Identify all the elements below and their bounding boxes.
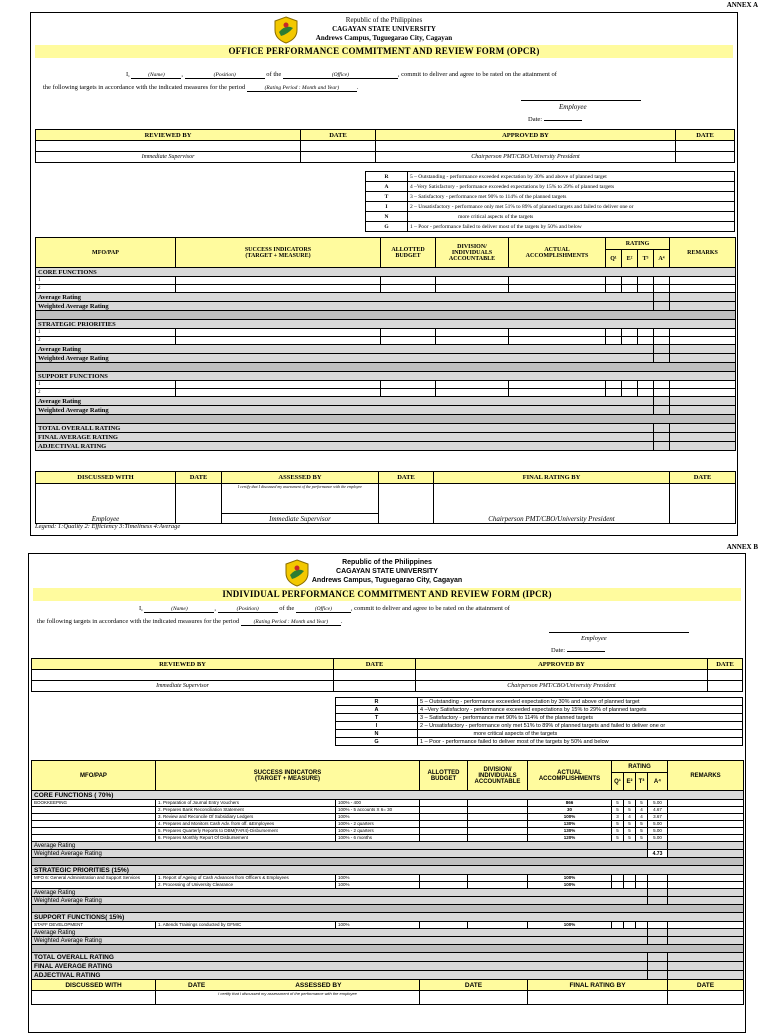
actual-cell: 100% (528, 875, 612, 882)
supervisor-label: Immediate Supervisor (36, 152, 301, 163)
col-division: DIVISION/ INDIVIDUALS ACCOUNTABLE (436, 238, 509, 268)
table-row (32, 807, 744, 814)
scale-desc: 5 – Outstanding - performance exceeded expectation by 30% and above of planned target (408, 172, 735, 182)
section-support: SUPPORT FUNCTIONS( 15%) (32, 913, 744, 922)
scale-letter: G (336, 738, 418, 746)
target-text: 100% (338, 922, 350, 927)
date-cell[interactable] (301, 141, 376, 152)
e-cell: 5 (624, 800, 636, 807)
avg-rating-label: Average Rating (36, 397, 654, 406)
rating-scale (335, 697, 743, 746)
a-cell: 5.00 (648, 835, 668, 842)
employee-sign: Employee (36, 484, 176, 524)
rating-scale (365, 171, 735, 232)
avg-rating-label: Average Rating (32, 842, 648, 850)
assessed-by-header: ASSESSED BY (222, 472, 379, 484)
wavg-rating-label: Weighted Average Rating (32, 937, 648, 945)
table-row: 1 (36, 277, 176, 285)
indicator-cell (156, 814, 420, 821)
indicator-text: 4. Prepares and Monitors Cash Adv. from off. &Employees (156, 821, 336, 827)
col-a: A⁴ (654, 250, 670, 268)
scale-letter: R (366, 172, 408, 182)
annex-a-label: ANNEX A (726, 1, 758, 9)
core-weighted-value: 4.73 (648, 850, 668, 858)
indicator-text: 2. Prepares Bank Reconciliation Statement (156, 807, 336, 813)
remarks-cell (668, 814, 744, 821)
date-cell[interactable] (676, 141, 735, 152)
indicator-text: 6. Prepares Monthly Report Of Disbursement (156, 835, 336, 841)
wavg-rating-label: Weighted Average Rating (36, 354, 654, 363)
table-row (32, 821, 744, 828)
mfo-cell (32, 807, 156, 814)
assessment-table (35, 471, 736, 524)
table-row (32, 828, 744, 835)
republic-text: Republic of the Philippines (342, 559, 432, 566)
date-header: DATE (176, 472, 222, 484)
certify-text: I certify that I discussed my assessment of the performance with the employee (222, 484, 379, 514)
q-cell (612, 882, 624, 889)
actual-cell: 866 (528, 800, 612, 807)
budget-cell (420, 835, 468, 842)
mfo-cell (32, 835, 156, 842)
supervisor-label: Immediate Supervisor (32, 681, 334, 692)
university-seal-icon (284, 559, 310, 587)
budget-cell (420, 875, 468, 882)
employee-label: Employee (581, 635, 607, 642)
remarks-cell (668, 875, 744, 882)
scale-desc: more critical aspects of the targets (408, 212, 735, 222)
indicator-text: 1. Report of Ageing of Cash Advances from Officers & Employees (156, 875, 336, 881)
section-core: CORE FUNCTIONS (36, 268, 736, 277)
section-strategic: STRATEGIC PRIORITIES (36, 320, 736, 329)
indicator-cell (156, 882, 420, 889)
col-mfo: MFO/PAP (32, 761, 156, 791)
targets-line: the following targets in accordance with the indicated measures for the period (Rating Period : Month and Year) . (43, 84, 359, 91)
indicator-cell (156, 821, 420, 828)
scale-desc: 4 –Very Satisfactory - performance exceeded expectations by 15% to 29% of planned targets (408, 182, 735, 192)
budget-cell (420, 814, 468, 821)
wavg-rating-label: Weighted Average Rating (36, 302, 654, 311)
e-cell (624, 875, 636, 882)
ipcr-form (28, 553, 746, 1033)
assessed-row-header: DATE ASSESSED BY (156, 980, 420, 991)
avg-rating-label: Average Rating (36, 345, 654, 354)
division-cell (468, 814, 528, 821)
section-core: CORE FUNCTIONS ( 70%) (32, 791, 744, 800)
approved-by-cell[interactable] (376, 141, 676, 152)
target-text: 100% (338, 882, 350, 887)
avg-rating-label: Average Rating (32, 929, 648, 937)
mfo-cell: MFO 6: General Administration and Support Services (32, 875, 156, 882)
q-cell: 3 (612, 814, 624, 821)
discussed-with-header: DISCUSSED WITH (32, 980, 156, 991)
budget-cell (420, 821, 468, 828)
ipcr-main-table (31, 760, 744, 1005)
t-cell (636, 875, 648, 882)
e-cell (624, 882, 636, 889)
scale-letter: N (336, 730, 418, 738)
chairperson-label: Chairperson PMT/CBO/University President (376, 152, 676, 163)
t-cell: 5 (636, 800, 648, 807)
reviewed-by-header: REVIEWED BY (36, 130, 301, 141)
approved-by-header: APPROVED BY (376, 130, 676, 141)
q-cell (612, 875, 624, 882)
actual-cell: 100% (528, 814, 612, 821)
actual-cell: 100% (528, 882, 612, 889)
budget-cell (420, 807, 468, 814)
date-header: DATE (668, 980, 744, 991)
opcr-main-table (35, 237, 736, 451)
chairperson-label: Chairperson PMT/CBO/University President (416, 681, 708, 692)
period-field[interactable]: (Rating Period : Month and Year) (247, 85, 357, 92)
col-q: Q¹ (612, 773, 624, 791)
a-cell: 5.00 (648, 800, 668, 807)
university-name: CAGAYAN STATE UNIVERSITY (336, 568, 438, 575)
a-cell: 5.00 (648, 828, 668, 835)
approved-by-cell[interactable] (416, 670, 708, 681)
table-row (32, 800, 744, 807)
office-field[interactable]: (Office) (283, 72, 398, 79)
target-text: 100% - 2 quarters (338, 828, 374, 833)
university-seal-icon (273, 16, 299, 44)
chairperson-sign: Chairperson PMT/CBO/University President (434, 484, 670, 524)
a-cell (648, 922, 668, 929)
indicator-cell (156, 922, 420, 929)
review-table (35, 129, 735, 163)
date-header: DATE (301, 130, 376, 141)
remarks-cell (668, 828, 744, 835)
col-e: E² (624, 773, 636, 791)
actual-cell: 120% (528, 835, 612, 842)
remarks-cell (668, 922, 744, 929)
q-cell: 5 (612, 828, 624, 835)
name-field[interactable]: (Name) (131, 72, 181, 79)
reviewed-by-cell[interactable] (36, 141, 301, 152)
scale-desc: more critical aspects of the targets (418, 730, 743, 738)
division-cell (468, 807, 528, 814)
scale-letter: A (336, 706, 418, 714)
legend: Legend: 1:Quality 2: Efficiency 3:Timeliness 4:Average (35, 523, 181, 530)
division-cell (468, 882, 528, 889)
scale-letter: N (366, 212, 408, 222)
target-text: 100% - 5 accounts X 6= 30 (338, 807, 393, 812)
mfo-cell (32, 882, 156, 889)
table-row: 2 (36, 285, 176, 293)
discussed-with-header: DISCUSSED WITH (36, 472, 176, 484)
q-cell (612, 922, 624, 929)
scale-letter: T (366, 192, 408, 202)
scale-desc: 2 – Unsatisfactory - performance only met 51% to 89% of planned targets and failed to deliver one or (418, 722, 743, 730)
targets-line: the following targets in accordance with the indicated measures for the period (Rating Period : Month and Year) . (37, 618, 343, 625)
final-average-label: FINAL AVERAGE RATING (36, 433, 654, 442)
division-cell (468, 821, 528, 828)
section-support: SUPPORT FUNCTIONS (36, 372, 736, 381)
a-cell (648, 882, 668, 889)
table-row: 1 (36, 381, 176, 389)
e-cell: 5 (624, 828, 636, 835)
date-header: DATE (670, 472, 736, 484)
a-cell: 5.00 (648, 821, 668, 828)
wavg-rating-label: Weighted Average Rating (36, 406, 654, 415)
division-cell (468, 828, 528, 835)
employee-label: Employee (559, 103, 587, 111)
budget-cell (420, 882, 468, 889)
a-cell: 4.67 (648, 807, 668, 814)
indicator-cell (156, 875, 420, 882)
q-cell: 5 (612, 800, 624, 807)
division-cell (468, 835, 528, 842)
mfo-cell (32, 821, 156, 828)
col-success: SUCCESS INDICATORS (TARGET + MEASURE) (176, 238, 381, 268)
t-cell (636, 922, 648, 929)
t-cell: 4 (636, 814, 648, 821)
table-row: 2 (36, 389, 176, 397)
col-budget: ALLOTTED BUDGET (420, 761, 468, 791)
remarks-cell (668, 835, 744, 842)
mfo-cell (32, 814, 156, 821)
period-field[interactable]: (Rating Period : Month and Year) (241, 619, 341, 626)
approved-by-header: APPROVED BY (416, 659, 708, 670)
mfo-cell: BOOKKEEPING (32, 800, 156, 807)
col-rating: RATING (612, 761, 668, 773)
remarks-cell (668, 800, 744, 807)
indicator-text: 1. Preparation of Journal Entry Vouchers (156, 800, 336, 806)
col-t: T³ (636, 773, 648, 791)
scale-letter: T (336, 714, 418, 722)
reviewed-by-header: REVIEWED BY (32, 659, 334, 670)
e-cell: 4 (624, 814, 636, 821)
division-cell (468, 922, 528, 929)
actual-cell: 130% (528, 821, 612, 828)
col-remarks: REMARKS (670, 238, 736, 268)
col-rating: RATING (606, 238, 670, 250)
e-cell: 5 (624, 807, 636, 814)
scale-desc: 3 – Satisfactory - performance met 90% to 114% of the planned targets (418, 714, 743, 722)
total-overall-label: TOTAL OVERALL RATING (32, 953, 648, 962)
date-header: DATE (334, 659, 416, 670)
scale-desc: 3 – Satisfactory - performance met 90% to 114% of the planned targets (408, 192, 735, 202)
a-cell: 3.67 (648, 814, 668, 821)
target-text: 100% (338, 875, 350, 880)
col-t: T³ (638, 250, 654, 268)
indicator-text: 1. Attends Trainings conducted by GFMIC (156, 922, 336, 928)
office-field[interactable]: (Office) (296, 606, 351, 613)
avg-rating-label: Average Rating (36, 293, 654, 302)
employee-signature-line (521, 97, 641, 101)
section-strategic: STRATEGIC PRIORITIES (15%) (32, 866, 744, 875)
t-cell: 5 (636, 835, 648, 842)
col-e: E² (622, 250, 638, 268)
date-line: Date: (528, 116, 582, 123)
a-cell (648, 875, 668, 882)
annex-b-label: ANNEX B (726, 543, 758, 551)
e-cell (624, 922, 636, 929)
scale-letter: I (366, 202, 408, 212)
reviewed-by-cell[interactable] (32, 670, 334, 681)
col-actual: ACTUAL ACCOMPLISHMENTS (509, 238, 606, 268)
target-text: 100% (338, 814, 350, 819)
e-cell: 5 (624, 835, 636, 842)
opcr-form (30, 12, 738, 536)
actual-cell: 130% (528, 828, 612, 835)
mfo-cell: STAFF DEVELOPMENT (32, 922, 156, 929)
final-rating-by-header: FINAL RATING BY (434, 472, 670, 484)
position-field[interactable]: (Position) (185, 72, 265, 79)
q-cell: 5 (612, 821, 624, 828)
indicator-cell (156, 807, 420, 814)
t-cell: 5 (636, 821, 648, 828)
t-cell: 5 (636, 828, 648, 835)
col-a: A⁴ (648, 773, 668, 791)
indicator-text: 3. Review and Reconcile Of Subsidiary Ledgers (156, 814, 336, 820)
table-row (32, 875, 744, 882)
q-cell: 5 (612, 835, 624, 842)
ipcr-title: INDIVIDUAL PERFORMANCE COMMITMENT AND REVIEW FORM (IPCR) (33, 588, 741, 601)
scale-letter: A (366, 182, 408, 192)
adjectival-label: ADJECTIVAL RATING (32, 971, 648, 980)
remarks-cell (668, 821, 744, 828)
scale-desc: 1 – Poor - performance failed to deliver most of the targets by 50% and below (408, 222, 735, 232)
final-average-label: FINAL AVERAGE RATING (32, 962, 648, 971)
indicator-cell (156, 800, 420, 807)
table-row (32, 922, 744, 929)
budget-cell (420, 922, 468, 929)
table-row: 1 (36, 329, 176, 337)
supervisor-sign: Immediate Supervisor (222, 514, 379, 524)
campus-text: Andrews Campus, Tuguegarao City, Cagayan (311, 577, 463, 584)
final-rating-by-header: FINAL RATING BY (528, 980, 668, 991)
date-cell[interactable] (334, 670, 416, 681)
scale-desc: 2 – Unsatisfactory - performance only met 51% to 89% of planned targets and failed to deliver one or (408, 202, 735, 212)
col-remarks: REMARKS (668, 761, 744, 791)
table-row: 2 (36, 337, 176, 345)
indicator-cell (156, 828, 420, 835)
commit-line: I, (Name) , (Position) of the (Office) , commit to deliver and agree to be rated on the attainment of (139, 605, 510, 612)
col-mfo: MFO/PAP (36, 238, 176, 268)
actual-cell: 30 (528, 807, 612, 814)
t-cell: 4 (636, 807, 648, 814)
avg-rating-label: Average Rating (32, 889, 648, 897)
republic-text: Republic of the Philippines (345, 16, 423, 24)
employee-signature-line (549, 629, 689, 633)
date-header: DATE (379, 472, 434, 484)
col-success: SUCCESS INDICATORS (TARGET + MEASURE) (156, 761, 420, 791)
table-row (32, 882, 744, 889)
target-text: 100% - 2 quarters (338, 821, 374, 826)
col-actual: ACTUAL ACCOMPLISHMENTS (528, 761, 612, 791)
position-field[interactable]: (Position) (218, 606, 278, 613)
date-line: Date: (551, 647, 605, 654)
campus-text: Andrews Campus, Tuguegarao City, Cagayan (315, 34, 453, 42)
scale-desc: 1 – Poor - performance failed to deliver most of the targets by 50% and below (418, 738, 743, 746)
budget-cell (420, 828, 468, 835)
col-division: DIVISION/ INDIVIDUALS ACCOUNTABLE (468, 761, 528, 791)
name-field[interactable]: (Name) (144, 606, 214, 613)
col-budget: ALLOTTED BUDGET (381, 238, 436, 268)
table-row (32, 835, 744, 842)
indicator-cell (156, 835, 420, 842)
university-name: CAGAYAN STATE UNIVERSITY (332, 25, 436, 33)
date-header: DATE (676, 130, 735, 141)
remarks-cell (668, 807, 744, 814)
q-cell: 5 (612, 807, 624, 814)
division-cell (468, 800, 528, 807)
actual-cell: 100% (528, 922, 612, 929)
wavg-rating-label: Weighted Average Rating (32, 850, 648, 858)
wavg-rating-label: Weighted Average Rating (32, 897, 648, 905)
scale-letter: I (336, 722, 418, 730)
table-row (32, 814, 744, 821)
t-cell (636, 882, 648, 889)
target-text: 100% - 6 months (338, 835, 373, 840)
date-cell[interactable] (708, 670, 743, 681)
division-cell (468, 875, 528, 882)
opcr-title: OFFICE PERFORMANCE COMMITMENT AND REVIEW FORM (OPCR) (35, 45, 733, 58)
indicator-text: 5. Prepares Quarterly Reports to DBM(FAR4)-Disbursement (156, 828, 336, 834)
adjectival-label: ADJECTIVAL RATING (36, 442, 654, 451)
scale-letter: G (366, 222, 408, 232)
date-header: DATE (420, 980, 528, 991)
e-cell: 5 (624, 821, 636, 828)
mfo-cell (32, 828, 156, 835)
review-table (31, 658, 743, 692)
scale-letter: R (336, 698, 418, 706)
commit-line: I, (Name) , (Position) of the (Office) , commit to deliver and agree to be rated on the attainment of (126, 71, 557, 78)
budget-cell (420, 800, 468, 807)
target-text: 100% - 400 (338, 800, 362, 805)
total-overall-label: TOTAL OVERALL RATING (36, 424, 654, 433)
certify-text: I certify that I discussed my assessment of the performance with the employee (156, 991, 420, 1005)
scale-desc: 5 – Outstanding - performance exceeded expectation by 30% and above of planned target (418, 698, 743, 706)
date-header: DATE (708, 659, 743, 670)
col-q: Q¹ (606, 250, 622, 268)
scale-desc: 4 –Very Satisfactory - performance exceeded expectations by 15% to 29% of planned targets (418, 706, 743, 714)
remarks-cell (668, 882, 744, 889)
indicator-text: 2. Processing of University Clearance (156, 882, 336, 888)
